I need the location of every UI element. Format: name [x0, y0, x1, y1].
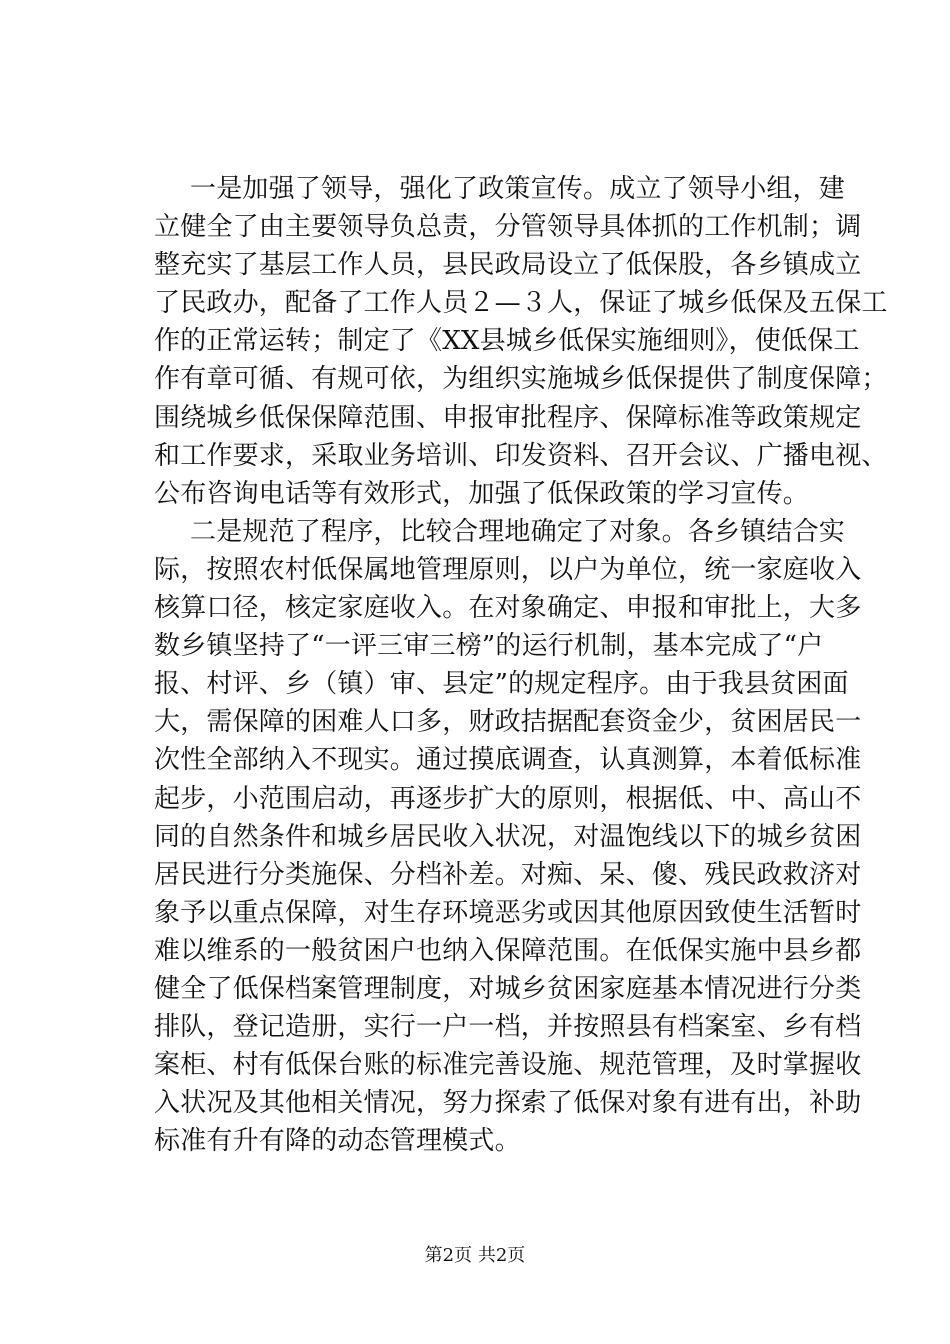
paragraph-procedures	[154, 513, 862, 1161]
text-line: 难以维系的一般贫困户也纳入保障范围。在低保实施中县乡都	[154, 935, 862, 966]
text-line: 数乡镇坚持了“一评三审三榜”的运行机制，基本完成了“户	[154, 631, 824, 662]
text-line: 际，按照农村低保属地管理原则，以户为单位，统一家庭收入	[154, 554, 862, 585]
text-line: 二是规范了程序，比较合理地确定了对象。各乡镇结合实	[190, 516, 846, 547]
text-line: 立健全了由主要领导负总责，分管领导具体抓的工作机制；调	[154, 212, 862, 243]
text-line: 一是加强了领导，强化了政策宣传。成立了领导小组，建	[190, 174, 846, 204]
text-line: 整充实了基层工作人员，县民政局设立了低保股，各乡镇成立	[154, 250, 862, 281]
text-line: 健全了低保档案管理制度，对城乡贫困家庭基本情况进行分类	[154, 973, 862, 1004]
text-line: 入状况及其他相关情况，努力探索了低保对象有进有出，补助	[154, 1088, 862, 1119]
text-line: 案柜、村有低保台账的标准完善设施、规范管理，及时掌握收	[154, 1050, 862, 1081]
text-line: 同的自然条件和城乡居民收入状况，对温饱线以下的城乡贫困	[154, 821, 862, 852]
text-line: 了民政办，配备了工作人员２—３人，保证了城乡低保及五保工	[154, 288, 888, 319]
text-line: 作有章可循、有规可依，为组织实施城乡低保提供了制度保障；	[154, 364, 888, 395]
text-line: 围绕城乡低保保障范围、申报审批程序、保障标准等政策规定	[154, 402, 862, 433]
text-line: 标准有升有降的动态管理模式。	[154, 1126, 521, 1157]
text-line: 公布咨询电话等有效形式，加强了低保政策的学习宣传。	[154, 478, 810, 509]
text-line: 次性全部纳入不现实。通过摸底调查，认真测算，本着低标准	[154, 745, 862, 776]
text-line: 排队，登记造册，实行一户一档，并按照县有档案室、乡有档	[154, 1012, 862, 1043]
page-number-footer: 第2页 共2页	[424, 1245, 526, 1266]
text-line: 报、村评、乡（镇）审、县定”的规定程序。由于我县贫困面	[154, 669, 849, 700]
paragraph-leadership	[154, 170, 888, 513]
text-line: 大，需保障的困难人口多，财政拮据配套资金少，贫困居民一	[154, 707, 862, 738]
text-line: 核算口径，核定家庭收入。在对象确定、申报和审批上，大多	[154, 593, 862, 624]
text-line: 和工作要求，采取业务培训、印发资料、召开会议、广播电视、	[154, 440, 888, 471]
text-line: 作的正常运转；制定了《XX县城乡低保实施细则》，使低保工	[154, 326, 860, 357]
text-line: 起步，小范围启动，再逐步扩大的原则，根据低、中、高山不	[154, 783, 862, 814]
text-line: 居民进行分类施保、分档补差。对痴、呆、傻、残民政救济对	[154, 859, 862, 890]
text-line: 象予以重点保障，对生存环境恶劣或因其他原因致使生活暂时	[154, 897, 862, 928]
document-body	[154, 170, 888, 1160]
